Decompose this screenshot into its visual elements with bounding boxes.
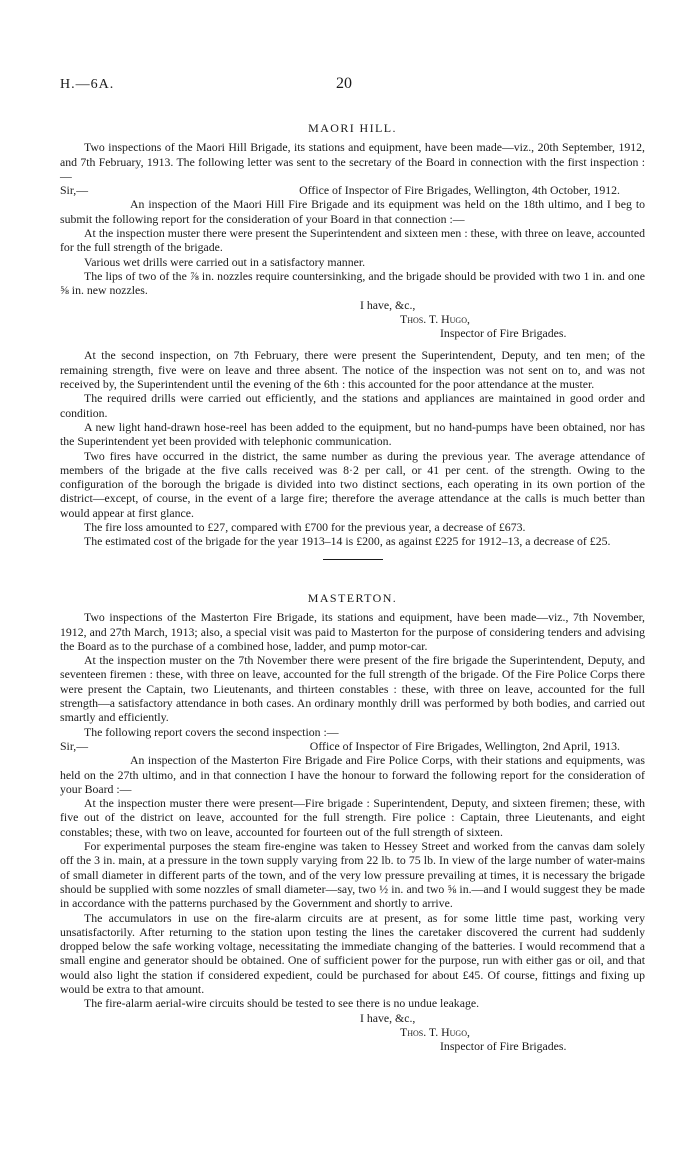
paragraph: For experimental purposes the steam fire-engine was taken to Hessey Street and worked from the canvas dam solely off the 3 in. main, at a pressure in the town supply varying from 22 lb. to 75 lb. In view of the large number of water-mains of small diameter in different parts of the town, and of the very low pressure prevailing at times, it is necessary the brigade should be supplied with some nozzles of small diameter—say, two ½ in. and two ⅝ in.—and I would suggest they be made in accordance with the patterns purchased by the Government and shortly to arrive. [60, 839, 645, 911]
section-title: MAORI HILL. [308, 121, 397, 135]
signoff: I have, &c., [360, 297, 416, 312]
salutation: Sir,— [60, 183, 89, 198]
paragraph: The fire loss amounted to £27, compared with £700 for the previous year, a decrease of £673. [84, 520, 526, 535]
signoff: I have, &c., [360, 1010, 416, 1025]
paragraph: An inspection of the Masterton Fire Brigade and Fire Police Corps, with their stations and equipments, was held on the 27th ultimo, and in that connection I have the honour to forward the following report for the consideration of your Board :— [60, 753, 645, 796]
section-masterton [60, 591, 645, 1054]
paragraph: Two fires have occurred in the district, the same number as during the previous year. The average attendance of members of the brigade at the five calls received was 8·2 per call, or 41 per cent. of the strength. Owing to the configuration of the borough the brigade is divided into two distinct sections, each operating in its own portion of the district—except, of course, in the event of a large fire; therefore the average attendance at the calls is much better than would appear at first glance. [60, 448, 645, 520]
section-divider [323, 559, 383, 560]
paragraph: At the second inspection, on 7th February, there were present the Superintendent, Deputy, and ten men; of the remaining strength, five were on leave and three absent. The notice of the inspection was not sent on to, and was not received by, the Superintendent until the evening of the 6th : this accounted for the poor attendance at the muster. [60, 348, 645, 392]
signature-name: Thos. T. Hugo, [400, 1024, 470, 1039]
signature-title: Inspector of Fire Brigades. [440, 326, 567, 341]
paragraph: The fire-alarm aerial-wire circuits should be tested to see there is no undue leakage. [84, 996, 480, 1011]
signature-name: Thos. T. Hugo, [400, 311, 470, 326]
page-reference: H.—6A. [60, 77, 115, 92]
paragraph: The accumulators in use on the fire-alarm circuits are at present, as for some little time past, working very unsatisfactorily. After returning to the station upon testing the lines the caretaker discovered the current had suddenly dropped below the safe working voltage, necessitating the immediate changing of the batteries. I would recommend that a small engine and generator should be obtained. One of sufficient power for the purpose, run with either gas or oil, and that would also light the station if considered expedient, could be purchased for about £45. Of course, fittings and fixing up would be extra to that amount. [60, 910, 645, 997]
paragraph: Two inspections of the Maori Hill Brigade, its stations and equipment, have been made—viz., 20th September, 1912, and 7th February, 1913. The following letter was sent to the secretary of the Board in connection with the first inspection :— [60, 140, 645, 183]
letter-office-line: Office of Inspector of Fire Brigades, Wellington, 4th October, 1912. [299, 183, 620, 198]
signature-title: Inspector of Fire Brigades. [440, 1039, 567, 1054]
paragraph: Two inspections of the Masterton Fire Brigade, its stations and equipment, have been made—viz., 7th November, 1912, and 27th March, 1913; also, a special visit was paid to Masterton for the purpose of considering tenders and advising the Board as to the purchase of a combined hose, ladder, and pump motor-car. [60, 610, 645, 653]
paragraph: The required drills were carried out efficiently, and the stations and appliances are maintained in good order and condition. [60, 391, 645, 420]
paragraph: At the inspection muster on the 7th November there were present of the fire brigade the Superintendent, Deputy, and seventeen firemen : these, with three on leave, accounted for the full strength of the brigade. Of the Fire Police Corps there were present the Captain, two Lieutenants, and thirteen constables : these, with three on leave, accounted for the full strength—a satisfactory attendance in both cases. An ordinary monthly drill was performed by both bodies, and carried out smartly and efficiently. [60, 653, 645, 725]
paragraph: Various wet drills were carried out in a satisfactory manner. [84, 254, 366, 269]
paragraph: A new light hand-drawn hose-reel has been added to the equipment, but no hand-pumps have been obtained, nor has the Superintendent yet been provided with telephonic communication. [60, 419, 645, 449]
paragraph: The lips of two of the ⅞ in. nozzles require countersinking, and the brigade should be provided with two 1 in. and one ⅝ in. new nozzles. [60, 268, 645, 298]
paragraph: An inspection of the Maori Hill Fire Brigade and its equipment was held on the 18th ultimo, and I beg to submit the following report for the consideration of your Board in that connection :— [60, 197, 645, 226]
section-maori-hill [60, 121, 645, 570]
letter-salutation-line [60, 739, 645, 753]
paragraph: The estimated cost of the brigade for the year 1913–14 is £200, as against £225 for 1912–13, a decrease of £25. [84, 534, 611, 549]
paragraph: The following report covers the second inspection :— [84, 724, 339, 739]
letter-office-line: Office of Inspector of Fire Brigades, Wellington, 2nd April, 1913. [309, 738, 620, 753]
letter-salutation-line [60, 183, 645, 197]
page-number: 20 [336, 75, 352, 92]
paragraph: At the inspection muster there were present—Fire brigade : Superintendent, Deputy, and sixteen firemen; these, with five out of the district on leave, accounted for the full strength. Fire police : Captain, three Lieutenants, and eight constables; these, with two on leave, accounted for fourteen out of the full strength of sixteen. [60, 796, 645, 839]
paragraph: At the inspection muster there were present the Superintendent and sixteen men : these, with three on leave, accounted for the full strength of the brigade. [60, 226, 645, 255]
section-title: MASTERTON. [307, 591, 398, 605]
salutation: Sir,— [60, 738, 89, 753]
